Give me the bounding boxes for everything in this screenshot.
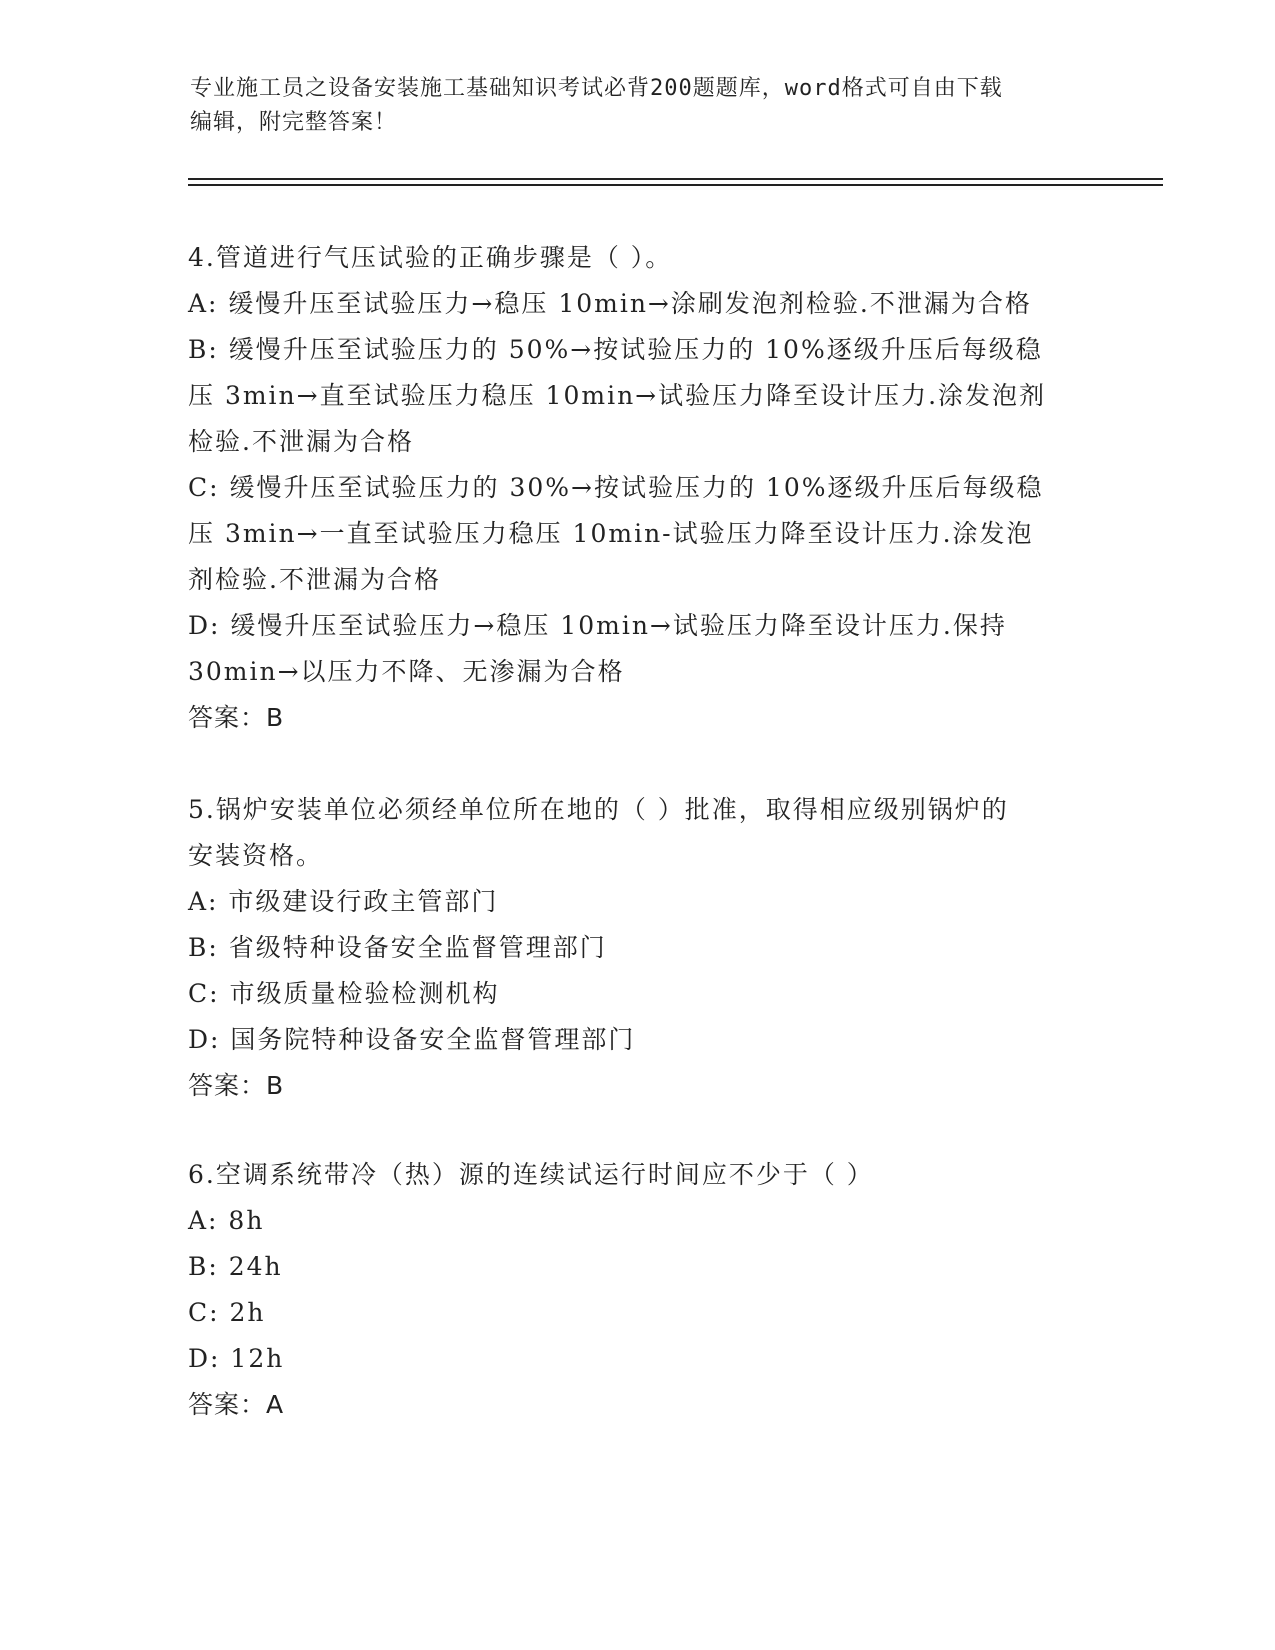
option-line: D: 12h — [188, 1344, 285, 1373]
answer-label: 答案：B — [188, 1071, 285, 1100]
option-line: B: 24h — [188, 1252, 283, 1281]
option-line: A: 8h — [188, 1206, 265, 1235]
question-4 — [188, 235, 1088, 741]
header-line-2: 编辑，附完整答案！ — [190, 110, 398, 135]
question-stem: 4.管道进行气压试验的正确步骤是（ ）。 — [188, 243, 673, 272]
answer-label: 答案：A — [188, 1390, 285, 1419]
option-line: D: 缓慢升压至试验压力→稳压 10min→试验压力降至设计压力.保持 — [188, 611, 1007, 640]
option-line: 压 3min→直至试验压力稳压 10min→试验压力降至设计压力.涂发泡剂 — [188, 381, 1047, 410]
question-6 — [188, 1152, 1088, 1428]
question-stem: 6.空调系统带冷（热）源的连续试运行时间应不少于（ ） — [188, 1160, 874, 1189]
option-line: A: 缓慢升压至试验压力→稳压 10min→涂刷发泡剂检验.不泄漏为合格 — [188, 289, 1032, 318]
answer-label: 答案：B — [188, 703, 285, 732]
header-divider-top — [188, 178, 1163, 180]
option-line: 压 3min→一直至试验压力稳压 10min-试验压力降至设计压力.涂发泡 — [188, 519, 1034, 548]
question-stem: 安装资格。 — [188, 841, 324, 870]
option-line: C: 缓慢升压至试验压力的 30%→按试验压力的 10%逐级升压后每级稳 — [188, 473, 1044, 502]
option-line: 检验.不泄漏为合格 — [188, 427, 414, 456]
option-line: A: 市级建设行政主管部门 — [188, 887, 499, 916]
question-5 — [188, 787, 1088, 1109]
option-line: B: 缓慢升压至试验压力的 50%→按试验压力的 10%逐级升压后每级稳 — [188, 335, 1043, 364]
option-line: 剂检验.不泄漏为合格 — [188, 565, 441, 594]
header-divider-bottom — [188, 184, 1163, 186]
question-stem: 5.锅炉安装单位必须经单位所在地的（ ）批准，取得相应级别锅炉的 — [188, 795, 1009, 824]
option-line: C: 2h — [188, 1298, 266, 1327]
option-line: D: 国务院特种设备安全监督管理部门 — [188, 1025, 636, 1054]
header-line-1: 专业施工员之设备安装施工基础知识考试必背200题题库，word格式可自由下载 — [190, 76, 1003, 101]
document-header — [190, 72, 1090, 140]
option-line: C: 市级质量检验检测机构 — [188, 979, 500, 1008]
option-line: B: 省级特种设备安全监督管理部门 — [188, 933, 607, 962]
option-line: 30min→以压力不降、无渗漏为合格 — [188, 657, 625, 686]
